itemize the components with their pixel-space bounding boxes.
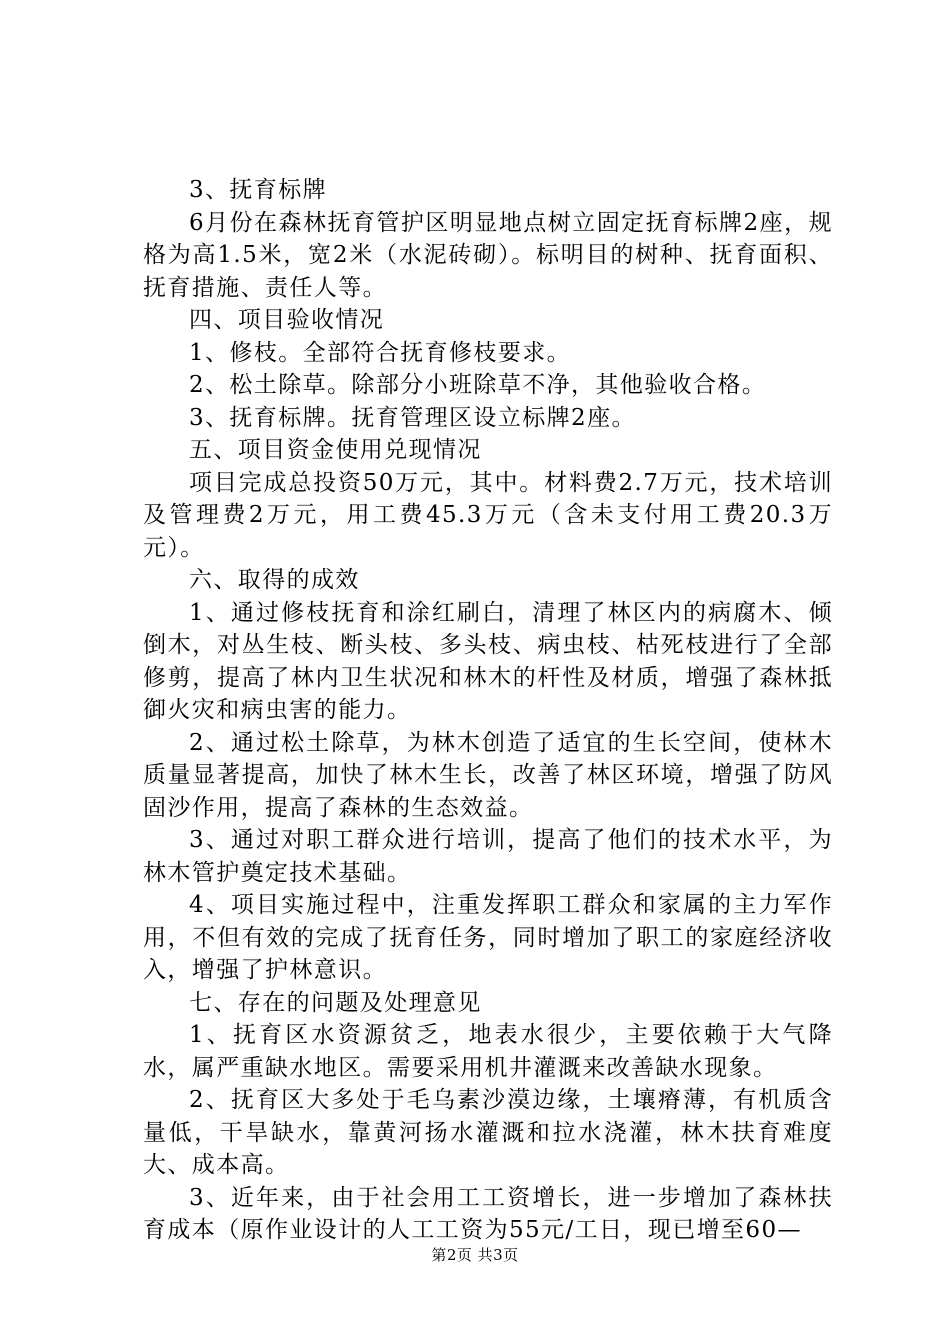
section-heading-funds: 五、项目资金使用兑现情况 <box>189 437 482 463</box>
paragraph-results-4: 4、项目实施过程中，注重发挥职工群众和家属的主力军作用，不但有效的完成了抚育任务，同时增加了职工的家庭经济收入，增强了护林意识。 <box>143 892 833 983</box>
paragraph-problems-3: 3、近年来，由于社会用工工资增长，进一步增加了森林扶育成本（原作业设计的人工工资为55元/工日，现已增至60— <box>143 1184 833 1243</box>
paragraph-acceptance-signboard: 3、抚育标牌。抚育管理区设立标牌2座。 <box>189 404 636 431</box>
paragraph-acceptance-pruning: 1、修枝。全部符合抚育修枝要求。 <box>189 339 572 366</box>
paragraph-results-2: 2、通过松土除草，为林木创造了适宜的生长空间，使林木质量显著提高，加快了林木生长，改善了林区环境，增强了防风固沙作用，提高了森林的生态效益。 <box>143 729 833 821</box>
section-heading-signboard: 3、抚育标牌 <box>189 177 328 203</box>
paragraph-results-3: 3、通过对职工群众进行培训，提高了他们的技术水平，为林木管护奠定技术基础。 <box>143 827 833 886</box>
page-number-footer: 第2页 共3页 <box>431 1246 519 1264</box>
section-heading-results: 六、取得的成效 <box>189 567 360 593</box>
document-body <box>143 174 833 1247</box>
paragraph-funds-details: 项目完成总投资50万元，其中。材料费2.7万元，技术培训及管理费2万元，用工费45.3万元（含未支付用工费20.3万元）。 <box>143 469 833 561</box>
paragraph-results-1: 1、通过修枝抚育和涂红刷白，清理了林区内的病腐木、倾倒木，对丛生枝、断头枝、多头枝、病虫枝、枯死枝进行了全部修剪，提高了林内卫生状况和林木的杆性及材质，增强了森林抵御火灾和病虫害的能力。 <box>143 599 833 723</box>
section-heading-problems: 七、存在的问题及处理意见 <box>189 989 482 1016</box>
section-heading-acceptance: 四、项目验收情况 <box>189 307 385 333</box>
paragraph-problems-1: 1、抚育区水资源贫乏，地表水很少，主要依赖于大气降水，属严重缺水地区。需要采用机井灌溉来改善缺水现象。 <box>143 1022 833 1081</box>
paragraph-signboard-details: 6月份在森林抚育管护区明显地点树立固定抚育标牌2座，规格为高1.5米，宽2米（水泥砖砌）。标明目的树种、抚育面积、抚育措施、责任人等。 <box>143 209 833 301</box>
paragraph-acceptance-weeding: 2、松土除草。除部分小班除草不净，其他验收合格。 <box>189 372 767 398</box>
paragraph-problems-2: 2、抚育区大多处于毛乌素沙漠边缘，土壤瘠薄，有机质含量低，干旱缺水，靠黄河扬水灌溉和拉水浇灌，林木扶育难度大、成本高。 <box>143 1087 833 1178</box>
